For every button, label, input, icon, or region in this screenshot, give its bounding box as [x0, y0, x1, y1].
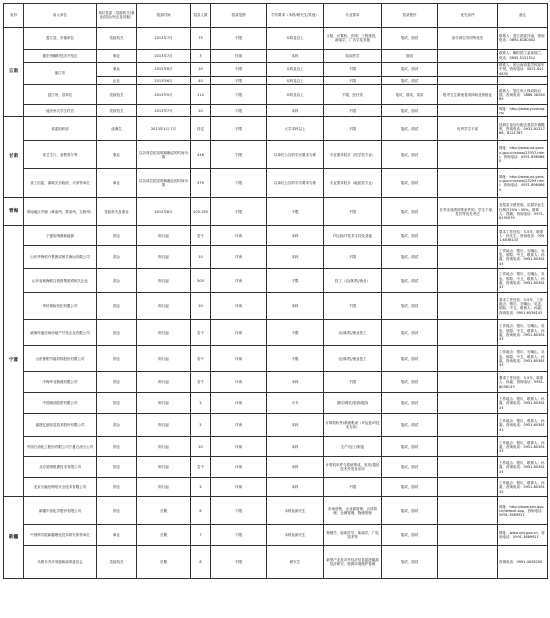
- major-cell: 物理学，临床医学，新闻学，广电技术等: [324, 525, 382, 546]
- major-cell: 不限: [324, 62, 382, 77]
- major-cell: 生产/加工/制造: [324, 437, 382, 457]
- notes-cell: 工作地点：银川，联系人：孙嘉，咨询电话：0951-6036143: [498, 414, 548, 437]
- employer-cell: 宁夏哈纳斯新能源: [24, 226, 97, 246]
- priority-cell: [438, 105, 498, 117]
- education-cell: 本科及研究生: [267, 525, 324, 546]
- priority-cell: [438, 414, 498, 437]
- major-cell: 临床医学: [324, 49, 382, 62]
- major-cell: 农/林/牧/渔业技工: [324, 320, 382, 346]
- header-count: 招录人数: [191, 4, 211, 28]
- employer-cell: 中海华北物流有限公司: [24, 372, 97, 393]
- time-cell: 即日起: [137, 293, 191, 320]
- province-cell: 云南: [4, 27, 24, 117]
- time-cell: 即日起: [137, 457, 191, 478]
- employer-cell: 山东鲁阳节能材料股份有限公司: [24, 346, 97, 372]
- table-row: [4, 546, 548, 579]
- table-row: [4, 525, 548, 546]
- procedure-cell: 笔试，面试: [382, 393, 438, 414]
- procedure-cell: 笔试，面试: [382, 293, 438, 320]
- notes-cell: 工作地点：银川、石嘴山、吴忠、固原、中卫，联系人：孙嘉，咨询电话：0951-6036143: [498, 346, 548, 372]
- education-cell: 本科: [267, 49, 324, 62]
- header-time: 招录时间: [137, 4, 191, 28]
- time-cell: 即日起: [137, 478, 191, 497]
- header-scope: 招录范围: [211, 4, 267, 28]
- count-cell: 2: [191, 478, 211, 497]
- priority-cell: [438, 77, 498, 85]
- table-row: [4, 414, 548, 437]
- time-cell: 2013年5月: [137, 85, 191, 105]
- notes-cell: 联系人：畹町团工委姜瑞兰，电话：0692-5151512: [498, 49, 548, 62]
- education-cell: 以单位公告的学历要求为准: [267, 141, 324, 169]
- header-employer: 用人单位: [24, 4, 97, 28]
- procedure-cell: 笔试，面试: [382, 437, 438, 457]
- procedure-cell: 笔试，面试: [382, 198, 438, 226]
- procedure-cell: 笔试，面试: [382, 269, 438, 293]
- nature-cell: 事业: [97, 49, 137, 62]
- nature-cell: 事业: [97, 141, 137, 169]
- education-cell: 不限: [267, 269, 324, 293]
- count-cell: 416: [191, 141, 211, 169]
- priority-cell: 在考录成绩同等条件的，学生干部、党员等优先考虑: [438, 198, 498, 226]
- table-row: [4, 497, 548, 525]
- scope-cell: 详询: [211, 393, 267, 414]
- province-cell: 青海: [4, 198, 24, 226]
- nature-cell: 国企: [97, 393, 137, 414]
- education-cell: 本科: [267, 478, 324, 497]
- notes-cell: 联系人：怒江州人保局杨启德，咨询电话：0886-3628069: [498, 85, 548, 105]
- education-cell: 本科: [267, 226, 324, 246]
- scope-cell: 详询: [211, 49, 267, 62]
- scope-cell: 不限: [211, 85, 267, 105]
- time-cell: 2013年6月: [137, 77, 191, 85]
- education-cell: 本科: [267, 457, 324, 478]
- scope-cell: 详询: [211, 346, 267, 372]
- scope-cell: 详询: [211, 437, 267, 457]
- procedure-cell: 笔试，面试: [382, 105, 438, 117]
- nature-cell: 国企: [97, 226, 137, 246]
- count-cell: 2: [191, 393, 211, 414]
- count-cell: 40: [191, 77, 211, 85]
- procedure-cell: 笔试，面试: [382, 414, 438, 437]
- notes-cell: 农招录少数民族，应届毕业生比例在20%～30%，联系人：昌鹏，咨询电话：0971-6190979: [498, 198, 548, 226]
- priority-cell: [438, 62, 498, 77]
- count-cell: 500: [191, 269, 211, 293]
- notes-cell: 工作地点：银川，联系人：孙嘉，咨询电话：0951-6036143: [498, 393, 548, 414]
- priority-cell: [438, 320, 498, 346]
- nature-cell: 党政机关: [97, 27, 137, 49]
- scope-cell: 不限: [211, 525, 267, 546]
- education-cell: 本科: [267, 293, 324, 320]
- major-cell: 技工（农/林/牧/渔业）: [324, 269, 382, 293]
- nature-cell: 党政机关及事业: [97, 198, 137, 226]
- count-cell: 8: [191, 546, 211, 579]
- count-cell: 2: [191, 414, 211, 437]
- count-cell: 若干: [191, 457, 211, 478]
- count-cell: 若干: [191, 320, 211, 346]
- count-cell: 75: [191, 27, 211, 49]
- nature-cell: 事业: [97, 525, 137, 546]
- table-row: [4, 169, 548, 198]
- employer-cell: 北京星网锐捷技术有限公司: [24, 457, 97, 478]
- count-cell: 6: [191, 497, 211, 525]
- procedure-cell: 笔试，面试: [382, 457, 438, 478]
- table-row: [4, 117, 548, 141]
- notes-cell: 要求工作经验：3-5年，联系人：孙先生；咨询电话：0951-6036143: [498, 226, 548, 246]
- count-cell: 10: [191, 246, 211, 269]
- table-row: [4, 85, 548, 105]
- procedure-cell: 笔试，面试: [382, 226, 438, 246]
- time-cell: 2013年4月-7月: [137, 117, 191, 141]
- education-cell: 本科: [267, 246, 324, 269]
- employer-cell: 怒江州、县单位: [24, 85, 97, 105]
- time-cell: 长期: [137, 546, 191, 579]
- major-cell: 新型产业及对外经济信息促进能源经济研究；资源环境保护管理: [324, 546, 382, 579]
- priority-cell: 优秀学生干部: [438, 117, 498, 141]
- major-cell: 计算机软件与系统集成、电信/通信技术开发及应用: [324, 457, 382, 478]
- employer-cell: 中国科学院新疆理化技术研究所等单位: [24, 525, 97, 546]
- scope-cell: 详询: [211, 478, 267, 497]
- major-cell: 专业需求较多（医学类专业）: [324, 141, 382, 169]
- notes-cell: 网址：http://www.rst.gansu.gov.cn/show/23299.html；咨询电话：0931-8960660: [498, 169, 548, 198]
- count-cell: 10: [191, 62, 211, 77]
- priority-cell: [438, 497, 498, 525]
- priority-cell: [438, 226, 498, 246]
- scope-cell: 不限: [211, 141, 267, 169]
- header-notes: 备注: [498, 4, 548, 28]
- major-cell: 市场营销，企业源管理，合同管理，仓储管理，物流管理: [324, 497, 382, 525]
- province-cell: 甘肃: [4, 117, 24, 198]
- count-cell: 100-150: [191, 198, 211, 226]
- procedure-cell: 笔试，面试: [382, 546, 438, 579]
- education-cell: 研究生: [267, 546, 324, 579]
- table-row: [4, 437, 548, 457]
- employer-cell: 北京天融信网络安全技术有限公司: [24, 478, 97, 497]
- major-cell: 酒店/餐饮/旅游/服务: [324, 393, 382, 414]
- header-row: [4, 4, 548, 28]
- major-cell: 专业需求较多（地质类专业）: [324, 169, 382, 198]
- nature-cell: 国企: [97, 478, 137, 497]
- notes-cell: 工作地点：银川，联系人：孙嘉，咨询电话：0951-6036143: [498, 457, 548, 478]
- employer-cell: 华信保险经纪有限公司: [24, 293, 97, 320]
- scope-cell: 不限: [211, 62, 267, 77]
- nature-cell: 党政机关: [97, 546, 137, 579]
- nature-cell: 党政机关: [97, 105, 137, 117]
- scope-cell: 不限: [211, 169, 267, 198]
- priority-cell: [438, 269, 498, 293]
- count-cell: 若干: [191, 372, 211, 393]
- count-cell: 3: [191, 49, 211, 62]
- major-cell: 计算机软件/系统集成（IT运营/IT技术支持）: [324, 414, 382, 437]
- nature-cell: 事业: [97, 169, 137, 198]
- employer-cell: 中国石油化工股份有限公司宁夏石油分公司: [24, 437, 97, 457]
- nature-cell: 国企: [97, 346, 137, 372]
- table-row: [4, 293, 548, 320]
- time-cell: 即日起: [137, 320, 191, 346]
- priority-cell: [438, 546, 498, 579]
- province-cell: 新疆: [4, 497, 24, 579]
- nature-cell: 国企: [97, 414, 137, 437]
- procedure-cell: 笔试，面试: [382, 497, 438, 525]
- header-province: 省份: [4, 4, 24, 28]
- scope-cell: 详询: [211, 226, 267, 246]
- nature-cell: 选调生: [97, 117, 137, 141]
- procedure-cell: 笔试，面试: [382, 525, 438, 546]
- time-cell: 2013年7月: [137, 49, 191, 62]
- procedure-cell: 笔试，面试: [382, 372, 438, 393]
- procedure-cell: 笔试，面试，试讲: [382, 85, 438, 105]
- procedure-cell: 笔试，面试: [382, 320, 438, 346]
- notes-cell: 网址：www.xjrs.gov.cn，咨询电话：0991-3689921: [498, 525, 548, 546]
- employer-cell: 省工信委，嘉峪关市政府，平凉等单位: [24, 169, 97, 198]
- employer-cell: 盈江县、乡镇单位: [24, 27, 97, 49]
- education-cell: 本科及以上: [267, 62, 324, 77]
- time-cell: 即日起: [137, 346, 191, 372]
- scope-cell: 不限: [211, 546, 267, 579]
- priority-cell: [438, 372, 498, 393]
- priority-cell: [438, 246, 498, 269]
- time-cell: 即日起: [137, 269, 191, 293]
- notes-cell: 工作地点：银川、石嘴山、吴忠、固原、中卫，联系人：孙嘉，咨询电话：0951-6036143: [498, 269, 548, 293]
- major-cell: 不限: [324, 372, 382, 393]
- procedure-cell: 笔试，面试: [382, 27, 438, 49]
- education-cell: 本科及研究生: [267, 497, 324, 525]
- time-cell: 即日起: [137, 226, 191, 246]
- scope-cell: 详询: [211, 414, 267, 437]
- education-cell: 本科及以上: [267, 27, 324, 49]
- priority-cell: [438, 478, 498, 497]
- notes-cell: 网址：http://www.xjrs.gov.cn/default.asp，咨询电话：0991-3689921: [498, 497, 548, 525]
- major-cell: 不限: [324, 77, 382, 85]
- nature-cell: 国企: [97, 293, 137, 320]
- major-cell: 不限: [324, 117, 382, 141]
- scope-cell: 详询: [211, 269, 267, 293]
- count-cell: 10: [191, 437, 211, 457]
- notes-cell: 网址：http://www.rst.gansu.gov.cn/show/23357.html；咨询电话：0931-8960660: [498, 141, 548, 169]
- scope-cell: 详询: [211, 457, 267, 478]
- education-cell: 本科: [267, 105, 324, 117]
- notes-cell: 工作地点：银川，联系人：孙嘉，咨询电话：0951-6036143: [498, 437, 548, 457]
- scope-cell: 详询: [211, 246, 267, 269]
- priority-cell: [438, 393, 498, 414]
- scope-cell: 详询: [211, 293, 267, 320]
- employer-cell: 威海环盛市场房地产开发企业有限公司: [24, 320, 97, 346]
- scope-cell: 不限: [211, 198, 267, 226]
- count-cell: 若干: [191, 226, 211, 246]
- priority-cell: [438, 346, 498, 372]
- scope-cell: 不限: [211, 77, 267, 85]
- time-cell: 以各岗位招录领域确定的时间为准: [137, 169, 191, 198]
- time-cell: 2013年6月: [137, 62, 191, 77]
- notes-cell: 工作地点：银川，联系人：孙嘉，咨询电话：0951-6036143: [498, 478, 548, 497]
- table-row: [4, 246, 548, 269]
- nature-cell: 国企: [97, 372, 137, 393]
- table-row: [4, 49, 548, 62]
- education-cell: 本科: [267, 414, 324, 437]
- procedure-cell: 笔试，面试: [382, 117, 438, 141]
- table-row: [4, 320, 548, 346]
- employer-cell: 省委组织部: [24, 117, 97, 141]
- procedure-cell: 面试: [382, 49, 438, 62]
- employer-cell: 丽江市: [24, 62, 97, 85]
- major-cell: 不限: [324, 246, 382, 269]
- count-cell: 379: [191, 169, 211, 198]
- employer-cell: 青南地区乡镇（黄南州、果洛州、玉树州）: [24, 198, 97, 226]
- header-education: 学历要求（本科/研究生/其他）: [267, 4, 324, 28]
- employer-cell: 迪庆州大学生村官: [24, 105, 97, 117]
- time-cell: 即日起: [137, 246, 191, 269]
- nature-cell: 国企: [97, 269, 137, 293]
- priority-cell: [438, 49, 498, 62]
- priority-cell: [438, 293, 498, 320]
- table-row: [4, 198, 548, 226]
- scope-cell: 不限: [211, 117, 267, 141]
- notes-cell: 工作地点：银川、石嘴山、吴忠、固原、中卫，联系人：孙嘉，咨询电话：0951-6036143: [498, 246, 548, 269]
- priority-cell: 部分岗位有同等优先: [438, 27, 498, 49]
- major-cell: 不限: [324, 105, 382, 117]
- table-row: [4, 457, 548, 478]
- count-cell: 114: [191, 85, 211, 105]
- major-cell: 文秘，计算机，法律，工程建设，新闻学，广告学及其他: [324, 27, 382, 49]
- notes-cell: 网址：http://www.ynrshaw.cn/: [498, 105, 548, 117]
- major-cell: IT运营/IT技术支持及其他: [324, 226, 382, 246]
- scope-cell: 不限: [211, 27, 267, 49]
- employer-cell: 山东华鲁恒升集团或相关海运有限公司: [24, 246, 97, 269]
- nature-cell: 国企: [97, 246, 137, 269]
- count-cell: 10: [191, 293, 211, 320]
- table-row: [4, 141, 548, 169]
- education-cell: 不限: [267, 320, 324, 346]
- major-cell: 不限: [324, 478, 382, 497]
- nature-cell: 党政机关: [97, 85, 137, 105]
- notes-cell: 咨询电话：0991-4638205: [498, 546, 548, 579]
- education-cell: 大学本科以上: [267, 117, 324, 141]
- scope-cell: 不限: [211, 105, 267, 117]
- nature-cell: 事业: [97, 62, 137, 77]
- employer-cell: 德宏州畹町经济开发区: [24, 49, 97, 62]
- notes-cell: 要求工作经验：3-5年，工作地点：银川、石嘴山、吴忠、固原、中卫，联系人：孙嘉，咨询电话：0951-6036143: [498, 293, 548, 320]
- header-nature: 单位性质（党政机关/事业/国企/民企及其他）: [97, 4, 137, 28]
- procedure-cell: 笔试，面试: [382, 62, 438, 77]
- scope-cell: 详询: [211, 372, 267, 393]
- priority-cell: [438, 457, 498, 478]
- employer-cell: 省卫生厅，省教育厅等: [24, 141, 97, 169]
- time-cell: 长期: [137, 497, 191, 525]
- nature-cell: 国企: [97, 497, 137, 525]
- recruitment-table-sheet: [3, 3, 547, 579]
- employer-cell: 乌鲁木齐市发展和改革委员会: [24, 546, 97, 579]
- employer-cell: 新疆中泰化学股份有限公司: [24, 497, 97, 525]
- count-cell: 待定: [191, 117, 211, 141]
- education-cell: 不限: [267, 346, 324, 372]
- table-row: [4, 62, 548, 77]
- time-cell: 以各岗位招录领域确定的时间为准: [137, 141, 191, 169]
- major-cell: 不限，医疗类: [324, 85, 382, 105]
- education-cell: 本科: [267, 372, 324, 393]
- procedure-cell: 笔试，面试: [382, 346, 438, 372]
- time-cell: 2013年7月: [137, 105, 191, 117]
- priority-cell: [438, 437, 498, 457]
- procedure-cell: 笔试，面试: [382, 141, 438, 169]
- major-cell: 不限: [324, 198, 382, 226]
- table-row: [4, 393, 548, 414]
- nature-cell: 企业: [97, 77, 137, 85]
- notes-cell: 选调生参加分配去基层乡镇锻炼，咨询电话：0931-8121766，8121767: [498, 117, 548, 141]
- header-major: 专业需求: [324, 4, 382, 28]
- priority-cell: [438, 169, 498, 198]
- major-cell: 农/林/牧/渔业技工: [324, 346, 382, 372]
- employer-cell: 中国海油投资有限公司: [24, 393, 97, 414]
- province-cell: 宁夏: [4, 226, 24, 497]
- nature-cell: 国企: [97, 457, 137, 478]
- education-cell: 本科: [267, 437, 324, 457]
- procedure-cell: 笔试，面试: [382, 246, 438, 269]
- count-cell: 若干: [191, 346, 211, 372]
- recruitment-table: [3, 3, 548, 579]
- scope-cell: 详询: [211, 320, 267, 346]
- table-row: [4, 105, 548, 117]
- notes-cell: 要求工作经验：3-5年，联系人：孙嘉，咨询电话：0951-6036143: [498, 372, 548, 393]
- nature-cell: 国企: [97, 437, 137, 457]
- notes-cell: 联系人：盈江团委吕函，咨询电话：0692-8180402: [498, 27, 548, 49]
- education-cell: 大专: [267, 393, 324, 414]
- time-cell: 即日起: [137, 437, 191, 457]
- table-row: [4, 226, 548, 246]
- notes-cell: [498, 77, 548, 85]
- table-row: [4, 269, 548, 293]
- time-cell: 2013年7月: [137, 27, 191, 49]
- header-priority: 优先条件: [438, 4, 498, 28]
- time-cell: 长期: [137, 525, 191, 546]
- priority-cell: 报考卫生系统者须持职业资格证: [438, 85, 498, 105]
- priority-cell: [438, 525, 498, 546]
- procedure-cell: 笔试，面试: [382, 77, 438, 85]
- procedure-cell: 笔试，面试: [382, 478, 438, 497]
- employer-cell: 福建亿丽信息技术股份有限公司: [24, 414, 97, 437]
- count-cell: 10: [191, 105, 211, 117]
- table-body: [4, 27, 548, 579]
- notes-cell: 工作地点：银川、石嘴山、吴忠、固原、中卫，联系人：孙嘉，咨询电话：0951-6036143: [498, 320, 548, 346]
- time-cell: 2013年6月: [137, 198, 191, 226]
- major-cell: 不限: [324, 293, 382, 320]
- time-cell: 即日起: [137, 393, 191, 414]
- scope-cell: 不限: [211, 497, 267, 525]
- education-cell: 本科及以上: [267, 85, 324, 105]
- notes-cell: 联系人：团云南省委学校部史中贤，咨询电话：0871-6414830: [498, 62, 548, 77]
- table-row: [4, 27, 548, 49]
- table-row: [4, 346, 548, 372]
- priority-cell: [438, 141, 498, 169]
- table-row: [4, 478, 548, 497]
- procedure-cell: 笔试，面试: [382, 169, 438, 198]
- count-cell: 7: [191, 525, 211, 546]
- table-row: [4, 372, 548, 393]
- employer-cell: 山东省威海联合投资集团或相关企业: [24, 269, 97, 293]
- education-cell: 以单位公告的学历要求为准: [267, 169, 324, 198]
- header-procedure: 招录程序: [382, 4, 438, 28]
- time-cell: 即日起: [137, 372, 191, 393]
- education-cell: 不限: [267, 198, 324, 226]
- nature-cell: 国企: [97, 320, 137, 346]
- time-cell: 即日起: [137, 414, 191, 437]
- education-cell: 本科及以上: [267, 77, 324, 85]
